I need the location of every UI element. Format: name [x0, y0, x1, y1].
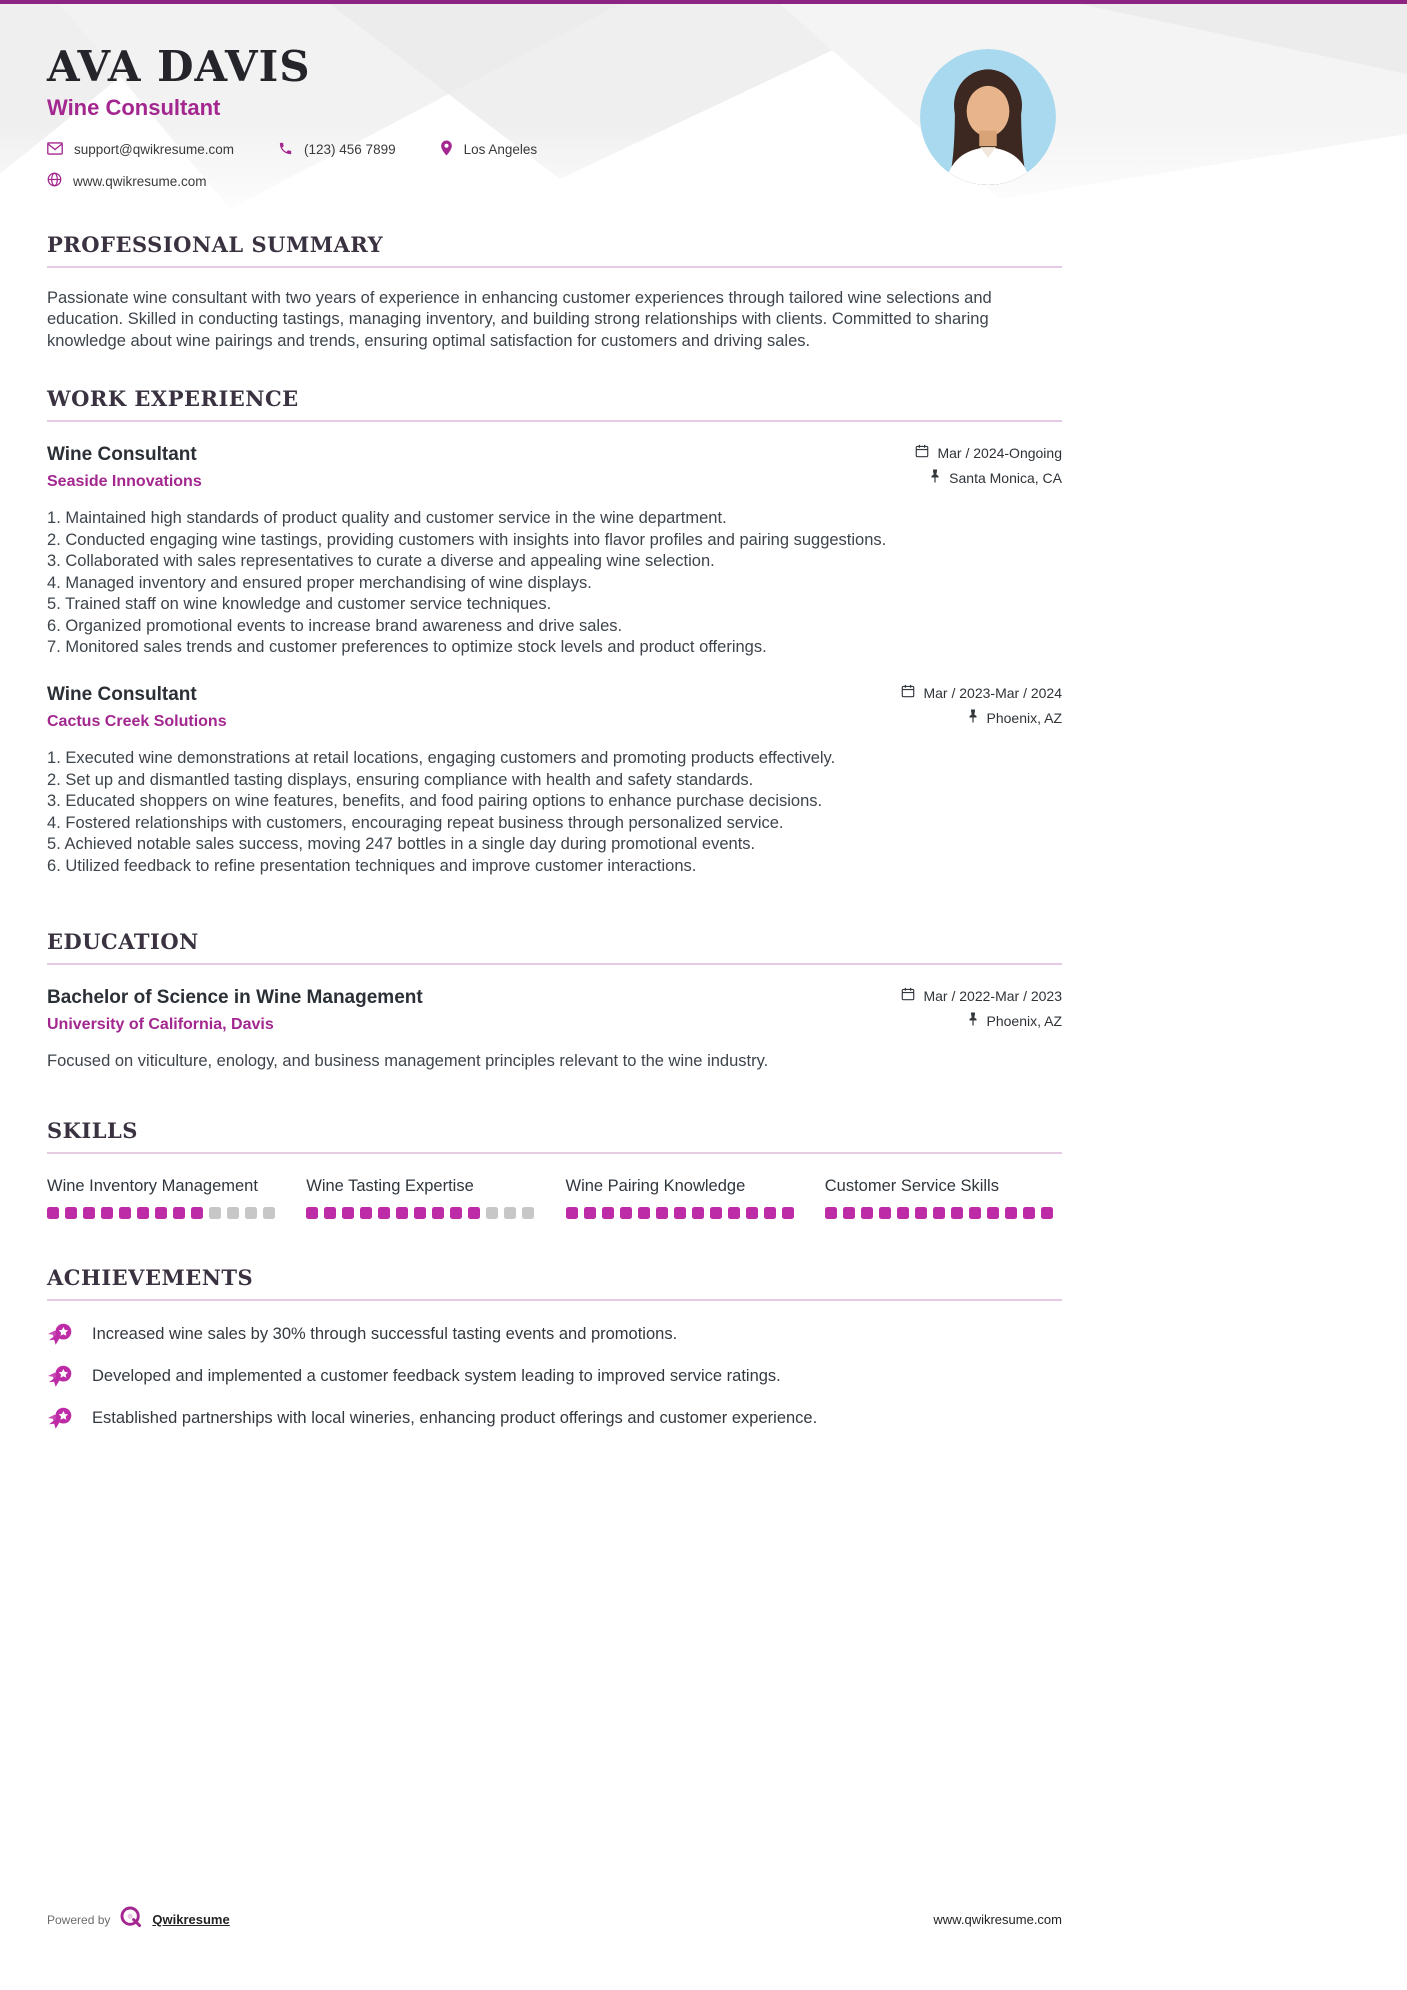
skill-level-square — [638, 1207, 650, 1219]
skill-level-square — [486, 1207, 498, 1219]
achievement-text: Increased wine sales by 30% through successful tasting events and promotions. — [92, 1324, 678, 1343]
section-professional-summary — [47, 232, 1062, 352]
footer-website: www.qwikresume.com — [933, 1912, 1062, 1927]
education-description: Focused on viticulture, enology, and business management principles relevant to the wine industry. — [47, 1052, 769, 1070]
skill-level-square — [969, 1207, 981, 1219]
page-footer — [47, 1905, 1062, 1934]
job-bullet-list — [47, 508, 1062, 658]
job-location — [901, 709, 1062, 726]
contact-location-text: Los Angeles — [463, 142, 538, 158]
skill-level-square — [173, 1207, 185, 1219]
job-position: Wine Consultant — [47, 444, 197, 466]
map-pin-icon — [440, 140, 453, 159]
skill-level-square — [566, 1207, 578, 1219]
contact-email — [47, 142, 234, 158]
skill-level-square — [101, 1207, 113, 1219]
job-company: Seaside Innovations — [47, 473, 202, 491]
skill-name: Wine Tasting Expertise — [306, 1177, 474, 1196]
job-bullet-list — [47, 748, 1062, 877]
experience-heading: WORK EXPERIENCE — [47, 386, 1062, 422]
education-entry — [47, 987, 1062, 1072]
contact-phone-text: (123) 456 7899 — [304, 142, 396, 158]
job-bullet: Managed inventory and ensured proper merchandising of wine displays. — [65, 573, 592, 592]
skill-level-square — [915, 1207, 927, 1219]
job-dates-text: Mar / 2024-Ongoing — [937, 444, 1062, 461]
job-dates — [901, 684, 1062, 701]
skill-level-square — [861, 1207, 873, 1219]
skill-level-square — [764, 1207, 776, 1219]
job-bullet: Achieved notable sales success, moving 247 bottles in a single day during promotional events. — [64, 835, 756, 854]
skill-level-square — [263, 1207, 275, 1219]
qwikresume-logo-icon — [119, 1905, 143, 1934]
skill-level-square — [746, 1207, 758, 1219]
achievement-item — [47, 1405, 1062, 1432]
calendar-icon — [901, 684, 915, 701]
skill-level-square — [360, 1207, 372, 1219]
skill-level-square — [951, 1207, 963, 1219]
skill-level-square — [191, 1207, 203, 1219]
job-entry — [47, 684, 1062, 877]
job-location-text: Phoenix, AZ — [986, 709, 1062, 726]
education-dates-text: Mar / 2022-Mar / 2023 — [923, 987, 1062, 1004]
job-bullet: Utilized feedback to refine presentation techniques and improve customer interactions. — [65, 856, 697, 875]
skill-level-square — [396, 1207, 408, 1219]
skill-level — [566, 1207, 803, 1219]
skill-level-square — [83, 1207, 95, 1219]
skills-grid — [47, 1176, 1062, 1218]
skill-level-square — [1023, 1207, 1035, 1219]
job-bullet: Organized promotional events to increase brand awareness and drive sales. — [65, 616, 623, 635]
skills-heading: SKILLS — [47, 1118, 1062, 1154]
skill-level-square — [710, 1207, 722, 1219]
candidate-job-title: Wine Consultant — [47, 95, 221, 121]
contact-email-text: support@qwikresume.com — [74, 142, 235, 158]
job-company: Cactus Creek Solutions — [47, 713, 227, 731]
skill-item — [825, 1176, 1062, 1218]
skill-level-square — [155, 1207, 167, 1219]
job-location — [915, 469, 1062, 486]
award-ribbon-icon — [47, 1363, 74, 1390]
skill-level-square — [782, 1207, 794, 1219]
award-ribbon-icon — [47, 1405, 74, 1432]
skill-level-square — [620, 1207, 632, 1219]
envelope-icon — [47, 142, 63, 158]
job-bullet: Set up and dismantled tasting displays, ensuring compliance with health and safety standards. — [65, 770, 754, 789]
contact-phone — [278, 141, 396, 159]
skill-level-square — [65, 1207, 77, 1219]
skill-level-square — [414, 1207, 426, 1219]
job-bullet: Monitored sales trends and customer preferences to optimize stock levels and product offerings. — [65, 637, 767, 656]
section-skills — [47, 1118, 1062, 1218]
phone-icon — [278, 141, 293, 159]
contact-website-text: www.qwikresume.com — [73, 173, 207, 189]
job-bullet: Fostered relationships with customers, encouraging repeat business through personalized service. — [65, 813, 784, 832]
skill-level-square — [504, 1207, 516, 1219]
skill-level-square — [522, 1207, 534, 1219]
skill-name: Customer Service Skills — [824, 1177, 999, 1196]
achievement-item — [47, 1363, 1062, 1390]
award-ribbon-icon — [47, 1321, 74, 1348]
skill-level-square — [728, 1207, 740, 1219]
skill-level-square — [602, 1207, 614, 1219]
skill-name: Wine Pairing Knowledge — [565, 1177, 746, 1196]
skill-level-square — [137, 1207, 149, 1219]
skill-level-square — [227, 1207, 239, 1219]
education-location-text: Phoenix, AZ — [986, 1012, 1062, 1029]
skill-level-square — [584, 1207, 596, 1219]
job-dates-text: Mar / 2023-Mar / 2024 — [923, 684, 1062, 701]
job-bullet: Conducted engaging wine tastings, providing customers with insights into flavor profiles and pairing suggestions. — [65, 530, 887, 549]
calendar-icon — [915, 444, 929, 461]
profile-photo — [920, 49, 1056, 185]
skill-level-square — [933, 1207, 945, 1219]
globe-icon — [47, 172, 62, 190]
skill-level — [306, 1207, 543, 1219]
section-work-experience — [47, 386, 1062, 877]
job-bullet: Collaborated with sales representatives to curate a diverse and appealing wine selection. — [65, 552, 715, 571]
skill-level-square — [119, 1207, 131, 1219]
skill-level-square — [1005, 1207, 1017, 1219]
skill-level — [825, 1207, 1062, 1219]
job-list — [47, 444, 1062, 877]
section-achievements — [47, 1265, 1062, 1432]
qwikresume-link[interactable]: Qwikresume — [152, 1912, 230, 1927]
skill-level-square — [324, 1207, 336, 1219]
job-position: Wine Consultant — [47, 684, 197, 706]
skill-level-square — [843, 1207, 855, 1219]
skill-level-square — [450, 1207, 462, 1219]
skill-level-square — [987, 1207, 999, 1219]
skill-level-square — [897, 1207, 909, 1219]
candidate-name: AVA DAVIS — [47, 42, 311, 91]
skill-level-square — [209, 1207, 221, 1219]
skill-level-square — [306, 1207, 318, 1219]
skill-level-square — [378, 1207, 390, 1219]
job-bullet: Maintained high standards of product quality and customer service in the wine department. — [65, 509, 727, 528]
skill-level-square — [692, 1207, 704, 1219]
skill-level-square — [245, 1207, 257, 1219]
skill-level-square — [342, 1207, 354, 1219]
job-bullet: Educated shoppers on wine features, benefits, and food pairing options to enhance purchase decisions. — [65, 792, 823, 811]
summary-heading: PROFESSIONAL SUMMARY — [47, 232, 1062, 268]
skill-level-square — [674, 1207, 686, 1219]
skill-item — [306, 1176, 543, 1218]
job-dates — [915, 444, 1062, 461]
contact-row-1 — [47, 140, 1407, 159]
achievement-item — [47, 1321, 1062, 1348]
achievement-list — [47, 1321, 1062, 1432]
skill-level-square — [825, 1207, 837, 1219]
skill-level-square — [47, 1207, 59, 1219]
section-education — [47, 929, 1062, 1072]
education-dates — [901, 987, 1062, 1004]
job-location-text: Santa Monica, CA — [949, 469, 1062, 486]
pushpin-icon — [967, 709, 979, 726]
skill-level-square — [879, 1207, 891, 1219]
skill-name: Wine Inventory Management — [47, 1177, 258, 1196]
skill-level-square — [1041, 1207, 1053, 1219]
achievement-text: Developed and implemented a customer feedback system leading to improved service ratings. — [92, 1366, 781, 1385]
job-bullet: Executed wine demonstrations at retail locations, engaging customers and promoting products effectively. — [65, 749, 836, 768]
education-school: University of California, Davis — [47, 1016, 274, 1033]
contact-row-2 — [47, 172, 1407, 190]
job-entry — [47, 444, 1062, 658]
powered-by-label: Powered by — [47, 1912, 111, 1927]
skill-item — [566, 1176, 803, 1218]
summary-text: Passionate wine consultant with two years of experience in enhancing customer experiences through tailored wine selections and education. Skilled in conducting tastings, managing inventory, and building strong relationships with clients. Committed to sharing knowledge about wine pairings and trends, ensuring optimal satisfaction for customers and driving sales. — [47, 289, 992, 350]
education-heading: EDUCATION — [47, 929, 1062, 965]
skill-level-square — [656, 1207, 668, 1219]
achievement-text: Established partnerships with local wineries, enhancing product offerings and customer experience. — [92, 1408, 818, 1427]
skill-level — [47, 1207, 284, 1219]
contact-location — [440, 140, 538, 159]
education-location — [901, 1012, 1062, 1029]
achievements-heading: ACHIEVEMENTS — [47, 1265, 1062, 1301]
contact-website — [47, 172, 207, 190]
pushpin-icon — [967, 1012, 979, 1029]
resume-header — [0, 4, 1407, 214]
skill-item — [47, 1176, 284, 1218]
skill-level-square — [432, 1207, 444, 1219]
calendar-icon — [901, 987, 915, 1004]
pushpin-icon — [929, 469, 941, 486]
education-degree: Bachelor of Science in Wine Management — [47, 987, 423, 1008]
skill-level-square — [468, 1207, 480, 1219]
job-bullet: Trained staff on wine knowledge and customer service techniques. — [65, 595, 552, 614]
